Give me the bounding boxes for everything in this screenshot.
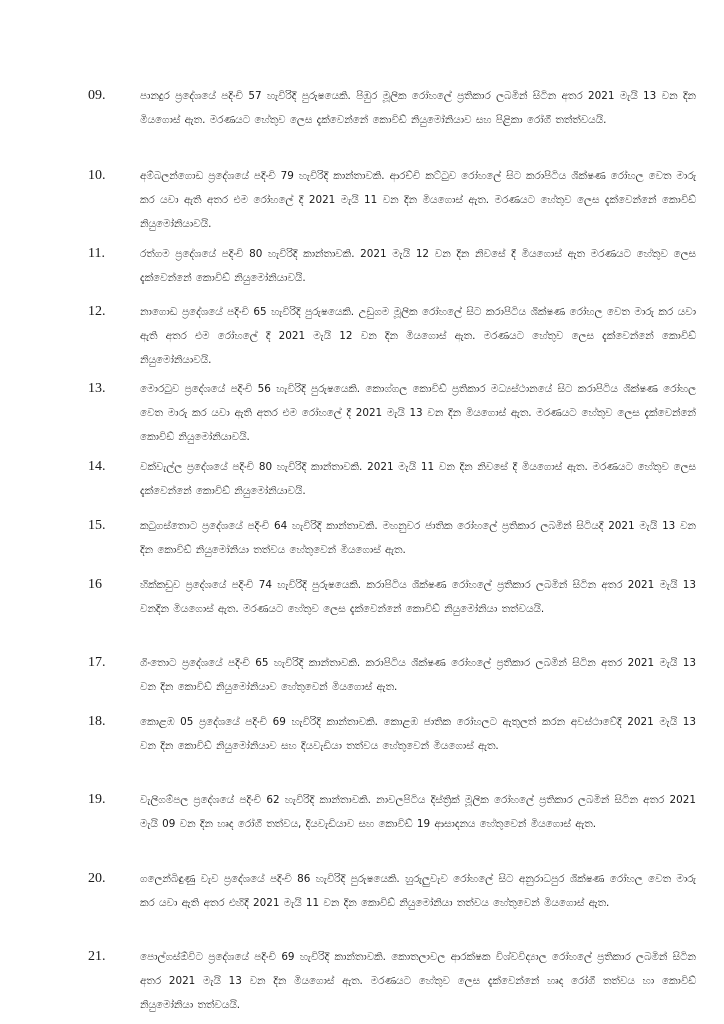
item-text: ගලෙන්බිඳුණු වැව ප්‍රදේශයේ පදිංචි 86 හැවිරිදි පුරුෂයෙකි. හුරුලුවැව රෝහලේ සිට අනුරාධපුර ශික්ෂණ රෝහල වෙත මාරු කර යවා ඇති අතර එහිදී 2021 මැයි 11 වන දින කොවිඩ් නියුමෝනියා තත්වය හේතුවෙන් මියගොස් ඇත.: [140, 873, 696, 909]
item-number: 11.: [88, 246, 105, 261]
item-text: නාගොඩ ප්‍රදේශයේ පදිංචි 65 හැවිරිදි පුරුෂයෙකි. උඩුගම මූලික රෝහලේ සිට කරාපිටිය ශික්ෂණ රෝහල වෙත මාරු කර යවා ඇති අතර එම රෝහලේ දී 2021 මැයි 12 වන දින මියගොස් ඇත. මරණයට හේතුව ලෙස දැක්වෙන්නේ කොවිඩ් නියුමෝනියාවයි.: [140, 306, 696, 366]
list-item: [88, 242, 698, 290]
item-text: අම්බලන්ගොඩ ප්‍රදේශයේ පදිංචි 79 හැවිරිදි කාන්තාවකි. ආරච්චි කට්ටුව රෝහලේ සිට කරාපිටිය ශික්ෂණ රෝහල වෙත මාරු කර යවා ඇති අතර එම රෝහලේ දී 2021 මැයි 11 වන දින මියගොස් ඇත. මරණයට හේතුව ලෙස දැක්වෙන්නේ කොවිඩ් නියුමෝනියාවයි.: [140, 170, 696, 230]
list-item: [88, 514, 698, 562]
list-item: [88, 300, 698, 372]
list-item: [88, 788, 698, 836]
list-item: [88, 710, 698, 758]
item-text: ගිංතොට ප්‍රදේශයේ පදිංචි 65 හැවිරිදි කාන්තාවකි. කරාපිටිය ශික්ෂණ රෝහලේ ප්‍රතිකාර ලබමින් සිටින අතර 2021 මැයි 13 වන දින කොවිඩ් නියුමෝනියාව හේතුවෙන් මියගොස් ඇත.: [140, 657, 696, 693]
item-text: වැලිගම්පල ප්‍රදේශයේ පදිංචි 62 හැවිරිදි කාන්තාවකි. නාවලපිටිය දිස්ත්‍රික් මූලික රෝහලේ ප්‍රතිකාර ලබමින් සිටින අතර 2021 මැයි 09 වන දින හෘද රෝගී තත්වය, දියවැඩියාව සහ කොවිඩ් 19 ආසාදනය හේතුවෙන් මියගොස් ඇත.: [140, 794, 696, 830]
item-number: 15.: [88, 518, 106, 533]
item-number: 20.: [88, 871, 106, 886]
item-text: පොල්ගස්ඕවිට ප්‍රදේශයේ පදිංචි 69 හැවිරිදි කාන්තාවකි. කොතලාවල ආරක්ෂක විශ්වවිද්‍යාල රෝහලේ ප්‍රතිකාර ලබමින් සිටින අතර 2021 මැයි 13 වන දින මියගොස් ඇත. මරණයට හේතුව ලෙස දැක්වෙන්නේ හෘද රෝගී තත්වය හා කොවිඩ් නියුමෝනියා තත්වයයි.: [140, 951, 696, 1011]
item-text: හික්කඩුව ප්‍රදේශයේ පදිංචි 74 හැවිරිදි පුරුෂයෙකි. කරාපිටිය ශික්ෂණ රෝහලේ ප්‍රතිකාර ලබමින් සිටින අතර 2021 මැයි 13 වනදින මියගොස් ඇත. මරණයට හේතුව ලෙස දැක්වෙන්නේ කොවිඩ් නියුමෝනියා තත්වයයි.: [140, 579, 696, 615]
item-number: 19.: [88, 792, 106, 807]
list-item: [88, 945, 698, 1017]
list-item: [88, 573, 698, 621]
list-item: [88, 84, 698, 132]
item-number: 09.: [88, 88, 106, 103]
item-number: 10.: [88, 168, 106, 183]
list-item: [88, 164, 698, 236]
list-item: [88, 377, 698, 449]
list-item: [88, 867, 698, 915]
item-text: රත්ගම ප්‍රදේශයේ පදිංචි 80 හැවිරිදි කාන්තාවකි. 2021 මැයි 12 වන දින නිවසේ දී මියගොස් ඇත මරණයට හේතුව ලෙස දැක්වෙන්නේ කොවිඩ් නියුමෝනියාවයි.: [140, 248, 696, 284]
item-number: 14.: [88, 459, 106, 474]
item-number: 21.: [88, 949, 106, 964]
list-item: [88, 651, 698, 699]
item-text: මොරටුව ප්‍රදේශයේ පදිංචි 56 හැවිරිදි පුරුෂයෙකි. කොග්ගල කොවිඩ් ප්‍රතිකාර මධ්‍යස්ථානයේ සිට කරාපිටිය ශික්ෂණ රෝහල වෙත මාරු කර යවා ඇති අතර එම රෝහලේ දී 2021 මැයි 13 වන දින මියගොස් ඇත. මරණයට හේතුව ලෙස දැක්වෙන්නේ කොවිඩ් නියුමෝනියාවයි.: [140, 383, 696, 443]
item-number: 17.: [88, 655, 106, 670]
item-text: කටුගස්තොට ප්‍රදේශයේ පදිංචි 64 හැවිරිදි කාන්තාවකි. මහනුවර ජාතික රෝහලේ ප්‍රතිකාර ලබමින් සිටියදී 2021 මැයි 13 වන දින කොවිඩ් නියුමෝනියා තත්වය හේතුවෙන් මියගොස් ඇත.: [140, 520, 696, 556]
list-item: [88, 455, 698, 503]
item-number: 13.: [88, 381, 106, 396]
item-text: පානදුර ප්‍රදේශයේ පදිංචි 57 හැවිරිදි පුරුෂයෙකි. පිඹුර මූලික රෝහලේ ප්‍රතිකාර ලබමින් සිටින අතර 2021 මැයි 13 වන දින මියගොස් ඇත. මරණයට හේතුව ලෙස දැක්වෙන්නේ කොවිඩ් නියුමෝනියාව සහ පිළිකා රෝගී තත්ත්වයයි.: [140, 90, 696, 126]
item-number: 16: [88, 577, 102, 592]
item-text: වක්වැල්ල ප්‍රදේශයේ පදිංචි 80 හැවිරිදි කාන්තාවකි. 2021 මැයි 11 වන දින නිවසේ දී මියගොස් ඇත. මරණයට හේතුව ලෙස දැක්වෙන්නේ කොවිඩ් නියුමෝනියාවයි.: [140, 461, 696, 497]
item-text: කොළඹ 05 ප්‍රදේශයේ පදිංචි 69 හැවිරිදි කාන්තාවකි. කොළඹ ජාතික රෝහලට ඇතුලත් කරන අවස්ථාවේදී 2021 මැයි 13 වන දින කොවිඩ් නියුමෝනියාව සහ දියවැඩියා තත්වය හේතුවෙන් මියගොස් ඇත.: [140, 716, 696, 752]
item-number: 18.: [88, 714, 106, 729]
item-number: 12.: [88, 304, 106, 319]
